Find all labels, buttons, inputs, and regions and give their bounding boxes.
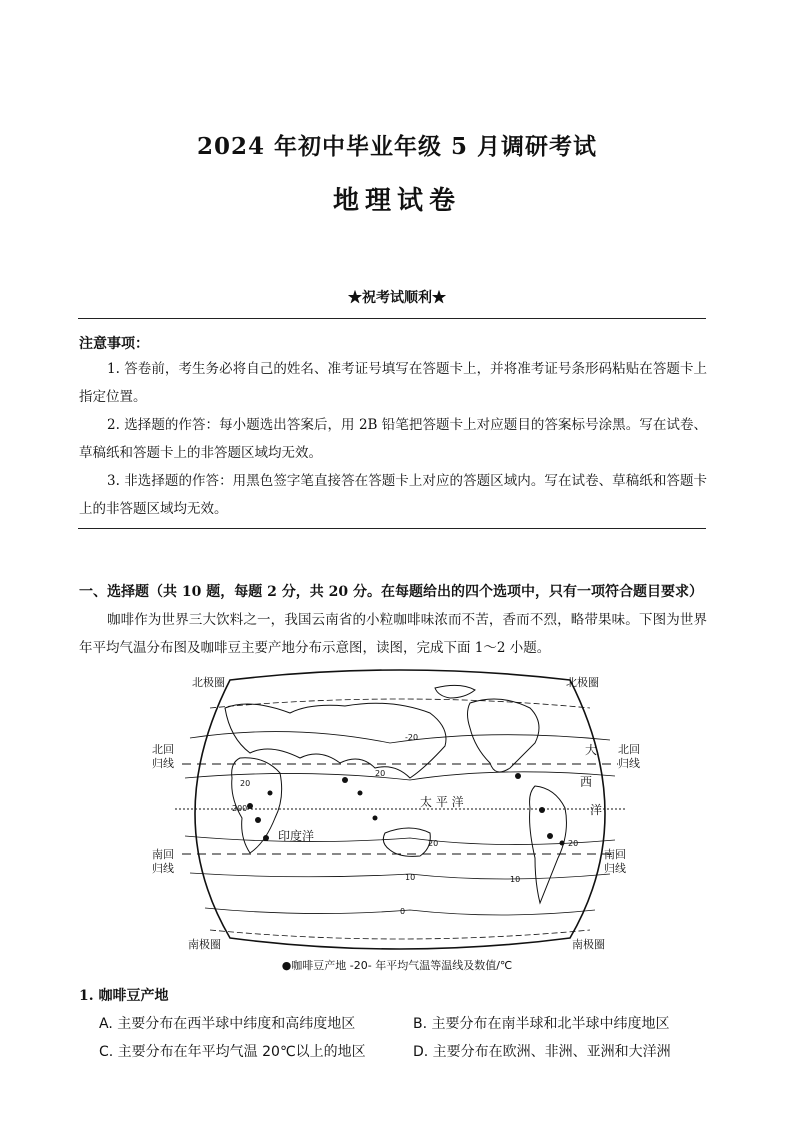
label-arctic-circle-left: 北极圈 (192, 676, 225, 689)
iso-label-20-s: 20 (428, 839, 439, 848)
iso-label-10-se: 10 (510, 875, 521, 884)
label-arctic-circle-right: 北极圈 (566, 676, 599, 689)
iso-label-20-n: 20 (375, 769, 386, 778)
antarctic-circle-line (210, 930, 590, 939)
label-pacific-ocean: 太 平 洋 (420, 795, 464, 809)
iso-label-20-w: 20 (240, 779, 251, 788)
label-tropic-capricorn-right-2: 归线 (604, 862, 626, 875)
world-temperature-map (152, 668, 640, 973)
note-item-1: 1. 答卷前，考生务必将自己的姓名、准考证号填写在答题卡上，并将准考证号条形码粘贴在答题卡上指定位置。 (79, 361, 707, 405)
label-antarctic-circle-right: 南极圈 (572, 938, 605, 951)
greenland-outline (435, 685, 475, 698)
exam-title: 2024 年初中毕业年级 5 月调研考试 (196, 133, 598, 160)
iso-label-10-s: 10 (405, 873, 416, 882)
iso-label-minus20: -20 (405, 733, 419, 742)
label-indian-ocean: 印度洋 (278, 829, 315, 843)
australia-outline (383, 828, 430, 856)
exam-subject: 地理试卷 (332, 186, 461, 216)
option-a[interactable]: A. 主要分布在西半球中纬度和高纬度地区 (99, 1016, 356, 1032)
question-1-stem: 1. 咖啡豆产地 (79, 988, 169, 1004)
question-intro: 咖啡作为世界三大饮料之一，我国云南省的小粒咖啡味浓而不苦，香而不烈，略带果味。下图为世界年平均气温分布图及咖啡豆主要产地分布示意图，读图，完成下面 1～2 小题。 (79, 612, 707, 656)
label-tropic-capricorn-right-1: 南回 (604, 848, 626, 861)
option-c[interactable]: C. 主要分布在年平均气温 20℃以上的地区 (99, 1044, 366, 1060)
label-antarctic-circle-left: 南极圈 (188, 938, 221, 951)
label-atlantic-1: 大 (585, 743, 598, 757)
note-item-3: 3. 非选择题的作答：用黑色签字笔直接答在答题卡上对应的答题区域内。写在试卷、草稿纸和答题卡上的非答题区域均无效。 (79, 473, 707, 517)
divider-bottom (78, 528, 706, 529)
iso-label-20-se: 20 (568, 839, 579, 848)
iso-label-0-s: 0 (400, 907, 406, 916)
label-tropic-capricorn-left-2: 归线 (152, 862, 174, 875)
label-tropic-cancer-left-2: 归线 (152, 757, 174, 770)
label-tropic-capricorn-left-1: 南回 (152, 848, 174, 861)
iso-label-200: 200 (232, 804, 248, 813)
label-atlantic-3: 洋 (590, 803, 603, 817)
label-atlantic-2: 西 (580, 775, 593, 789)
label-tropic-cancer-left-1: 北回 (152, 743, 174, 756)
label-tropic-cancer-right-2: 归线 (618, 757, 640, 770)
isotherm-0-north (190, 732, 610, 743)
note-item-2: 2. 选择题的作答：每小题选出答案后，用 2B 铅笔把答题卡上对应题目的答案标号涂黑。写在试卷、草稿纸和答题卡上的非答题区域均无效。 (79, 417, 707, 461)
map-caption: ●咖啡豆产地 -20- 年平均气温等温线及数值/℃ (281, 959, 513, 972)
option-b[interactable]: B. 主要分布在南半球和北半球中纬度地区 (413, 1016, 670, 1032)
isotherm-10-south (190, 873, 610, 879)
label-tropic-cancer-right-1: 北回 (618, 743, 640, 756)
section-heading: 一、选择题（共 10 题，每题 2 分，共 20 分。在每题给出的四个选项中，只有一项符合题目要求） (79, 584, 703, 600)
good-luck-banner: ★祝考试顺利★ (348, 290, 446, 306)
option-d[interactable]: D. 主要分布在欧洲、非洲、亚洲和大洋洲 (413, 1044, 671, 1060)
divider-top (78, 318, 706, 319)
notes-heading: 注意事项： (79, 336, 149, 352)
